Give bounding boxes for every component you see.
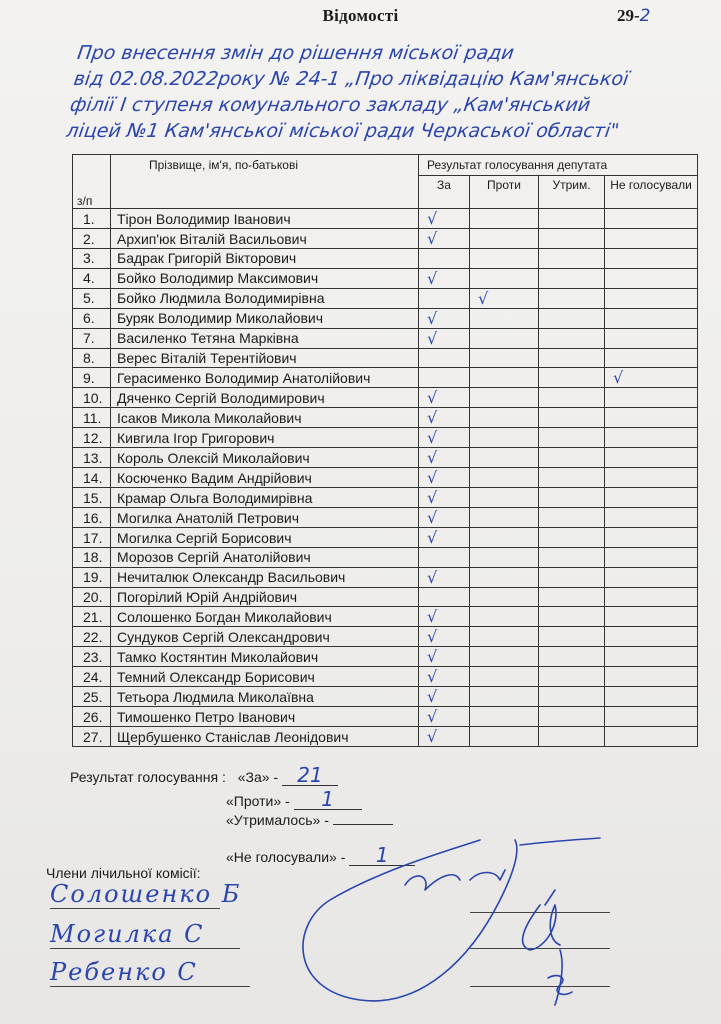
row-number: 8. xyxy=(73,348,111,368)
deputy-name: Король Олексій Миколайович xyxy=(111,448,419,468)
deputy-name: Бойко Людмила Володимирівна xyxy=(111,288,419,308)
summary-label: Результат голосування : xyxy=(70,769,226,785)
vote-for-cell: √ xyxy=(419,567,470,587)
summary-against-label: «Проти» - xyxy=(226,793,290,809)
row-number: 21. xyxy=(73,607,111,627)
deputy-name: Василенко Тетяна Марківна xyxy=(111,328,419,348)
vote-for-cell: √ xyxy=(419,687,470,707)
row-number: 24. xyxy=(73,667,111,687)
signature-member-3 xyxy=(548,950,572,1005)
deputy-name: Щербушенко Станіслав Леонідович xyxy=(111,727,419,747)
deputy-name: Буряк Володимир Миколайович xyxy=(111,308,419,328)
vote-for-cell: √ xyxy=(419,328,470,348)
commission-label: Члени лічильної комісії: xyxy=(46,865,201,881)
deputy-name: Тимошенко Петро Іванович xyxy=(111,707,419,727)
row-number: 23. xyxy=(73,647,111,667)
vote-for-cell: √ xyxy=(419,408,470,428)
deputy-name: Верес Віталій Терентійович xyxy=(111,348,419,368)
header-result: Результат голосування депутата xyxy=(419,155,698,176)
header-not-voted: Не голосували xyxy=(605,176,698,209)
row-number: 20. xyxy=(73,587,111,607)
vote-for-cell: √ xyxy=(419,727,470,747)
deputy-name: Герасименко Володимир Анатолійович xyxy=(111,368,419,388)
commission-member-3: Ребенко С xyxy=(50,958,250,987)
row-number: 4. xyxy=(73,268,111,288)
deputy-name: Дяченко Сергій Володимирович xyxy=(111,388,419,408)
deputy-name: Морозов Сергій Анатолійович xyxy=(111,548,419,568)
vote-for-cell: √ xyxy=(419,508,470,528)
row-number: 25. xyxy=(73,687,111,707)
row-number: 10. xyxy=(73,388,111,408)
vote-for-cell: √ xyxy=(419,667,470,687)
deputy-name: Крамар Ольга Володимирівна xyxy=(111,488,419,508)
summary-not-voted-value: 1 xyxy=(375,843,389,867)
commission-member-2: Могилка С xyxy=(50,920,240,949)
deputy-name: Погорілий Юрій Андрійович xyxy=(111,587,419,607)
deputy-name: Косюченко Вадим Андрійович xyxy=(111,468,419,488)
vote-for-cell: √ xyxy=(419,229,470,249)
subject-line: Про внесення змін до рішення міської ради xyxy=(75,42,516,64)
row-number: 27. xyxy=(73,727,111,747)
signature-member-2 xyxy=(523,890,560,950)
row-number: 9. xyxy=(73,368,111,388)
subject-line: ліцей №1 Кам'янської міської ради Черкаської області" xyxy=(64,120,621,142)
row-number: 17. xyxy=(73,528,111,548)
deputy-name: Тірон Володимир Іванович xyxy=(111,209,419,229)
row-number: 11. xyxy=(73,408,111,428)
deputy-name: Нечиталюк Олександр Васильович xyxy=(111,567,419,587)
row-number: 26. xyxy=(73,707,111,727)
document-title: Відомості xyxy=(322,6,399,25)
row-number: 2. xyxy=(73,229,111,249)
vote-for-cell: √ xyxy=(419,707,470,727)
summary-against-value: 1 xyxy=(321,787,334,811)
summary-abstain-label: «Утрималось» - xyxy=(226,812,329,828)
row-number: 3. xyxy=(73,249,111,269)
document-number-prefix: 29- xyxy=(617,6,640,25)
commission-member-1: Солошенко Б xyxy=(50,880,242,908)
document-number-suffix: 2 xyxy=(639,6,651,26)
vote-for-cell: √ xyxy=(419,647,470,667)
row-number: 18. xyxy=(73,548,111,568)
summary-for-label: «За» - xyxy=(237,769,279,785)
summary-not-voted-label: «Не голосували» - xyxy=(226,849,346,865)
vote-for-cell: √ xyxy=(419,607,470,627)
row-number: 7. xyxy=(73,328,111,348)
vote-for-cell: √ xyxy=(419,428,470,448)
row-number: 19. xyxy=(73,567,111,587)
vote-for-cell: √ xyxy=(419,388,470,408)
vote-against-cell: √ xyxy=(470,288,539,308)
vote-for-cell: √ xyxy=(419,468,470,488)
subject-line: від 02.08.2022року № 24-1 „Про ліквідацію Кам'янської xyxy=(72,68,631,90)
vote-for-cell: √ xyxy=(419,308,470,328)
deputy-name: Кивгила Ігор Григорович xyxy=(111,428,419,448)
deputy-name: Темний Олександр Борисович xyxy=(111,667,419,687)
vote-for-cell: √ xyxy=(419,488,470,508)
summary-for-value: 21 xyxy=(297,763,323,787)
deputy-name: Тетьора Людмила Миколаївна xyxy=(111,687,419,707)
deputy-name: Бадрак Григорій Вікторович xyxy=(111,249,419,269)
row-number: 13. xyxy=(73,448,111,468)
deputy-name: Могилка Анатолій Петрович xyxy=(111,508,419,528)
header-against: Проти xyxy=(470,176,539,209)
row-number: 5. xyxy=(73,288,111,308)
vote-not-voted-cell: √ xyxy=(605,368,698,388)
deputy-name: Сундуков Сергій Олександрович xyxy=(111,627,419,647)
vote-for-cell: √ xyxy=(419,528,470,548)
header-abstain: Утрим. xyxy=(539,176,605,209)
vote-for-cell: √ xyxy=(419,627,470,647)
row-number: 12. xyxy=(73,428,111,448)
deputy-name: Бойко Володимир Максимович xyxy=(111,268,419,288)
row-number: 16. xyxy=(73,508,111,528)
header-number: з/п xyxy=(73,155,111,209)
row-number: 1. xyxy=(73,209,111,229)
row-number: 15. xyxy=(73,488,111,508)
row-number: 22. xyxy=(73,627,111,647)
row-number: 14. xyxy=(73,468,111,488)
vote-for-cell: √ xyxy=(419,209,470,229)
header-for: За xyxy=(419,176,470,209)
deputy-name: Архип'юк Віталій Васильович xyxy=(111,229,419,249)
deputy-name: Тамко Костянтин Миколайович xyxy=(111,647,419,667)
row-number: 6. xyxy=(73,308,111,328)
deputy-name: Могилка Сергій Борисович xyxy=(111,528,419,548)
vote-for-cell: √ xyxy=(419,268,470,288)
header-name: Прізвище, ім'я, по-батькові xyxy=(111,155,419,209)
subject-line: філії І ступеня комунального закладу „Кам'янський xyxy=(68,94,592,116)
deputy-name: Солошенко Богдан Миколайович xyxy=(111,607,419,627)
vote-for-cell: √ xyxy=(419,448,470,468)
deputy-name: Ісаков Микола Миколайович xyxy=(111,408,419,428)
